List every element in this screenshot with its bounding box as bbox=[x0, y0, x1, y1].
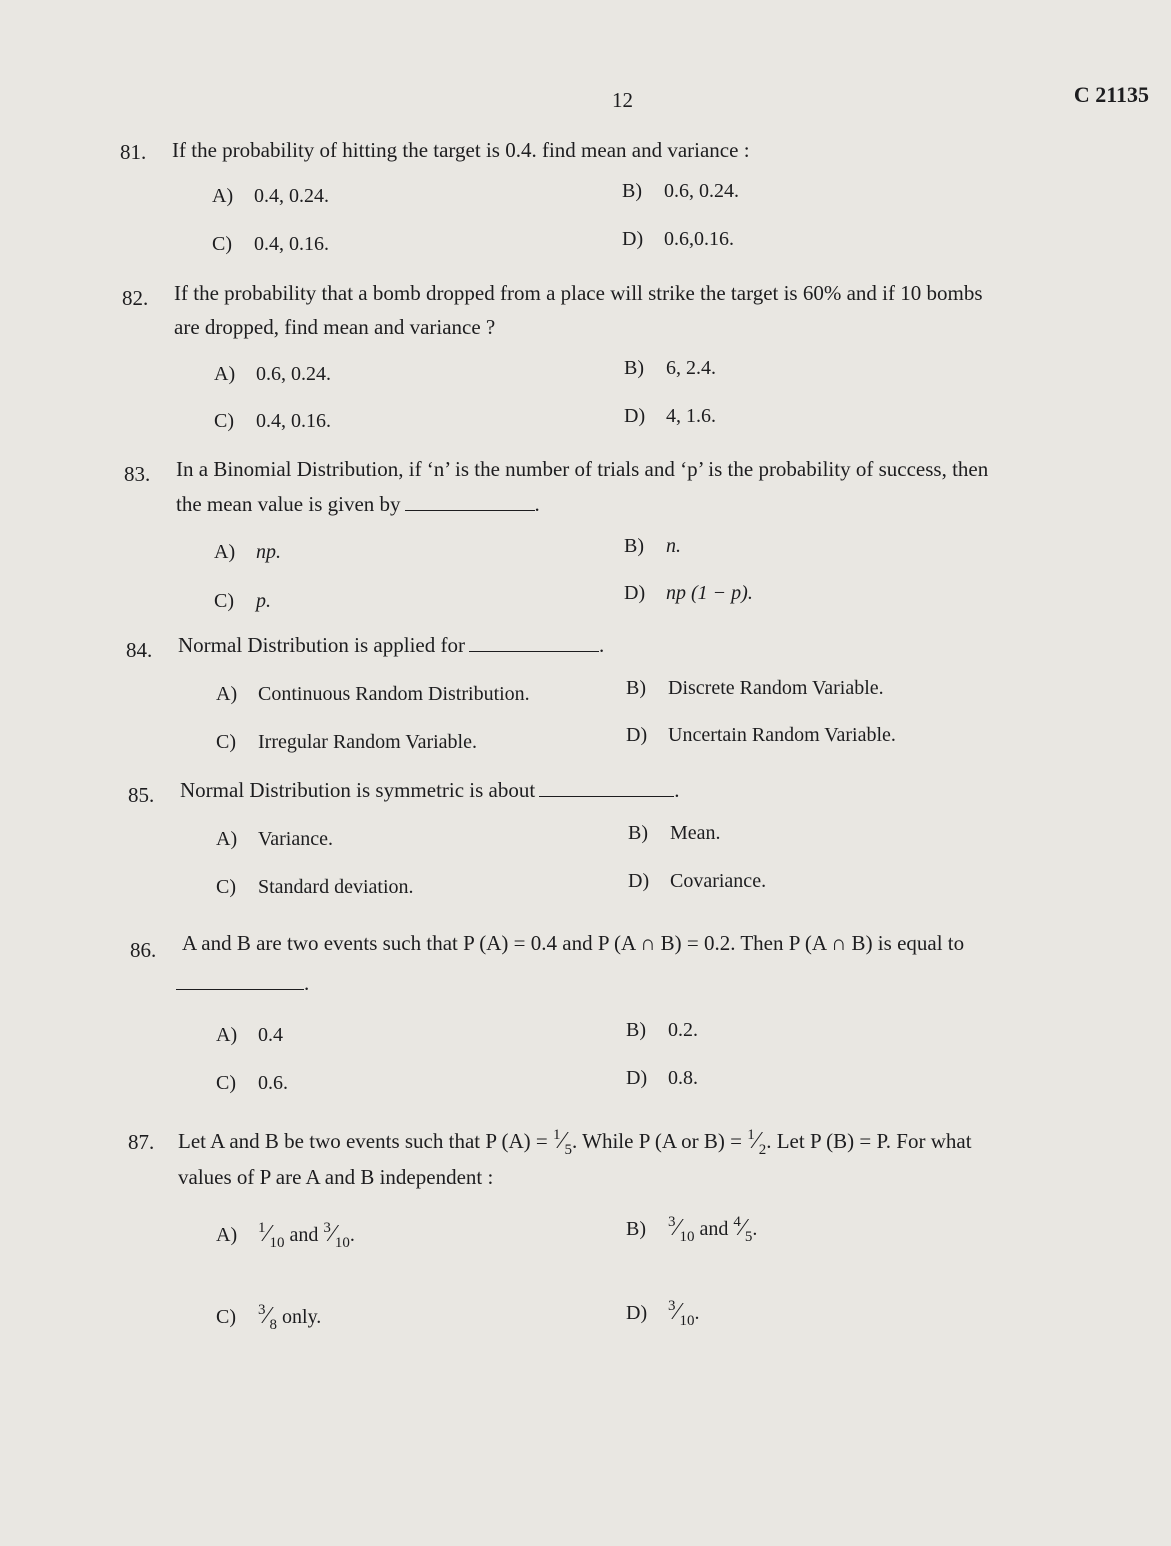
question-text: Normal Distribution is applied for . bbox=[178, 633, 605, 657]
option-b: B) Mean. bbox=[628, 822, 721, 844]
question-number: 84. bbox=[126, 638, 153, 662]
option-d: D) np (1 − p). bbox=[624, 582, 753, 604]
option-b: B) Discrete Random Variable. bbox=[626, 677, 884, 699]
question-text: If the probability of hitting the target is 0.4. find mean and variance : bbox=[172, 138, 750, 162]
option-a: A) 0.4 bbox=[216, 1024, 283, 1046]
option-d: D) 0.6,0.16. bbox=[622, 228, 734, 250]
option-d: D) 4, 1.6. bbox=[624, 405, 716, 427]
option-c: C) p. bbox=[214, 590, 271, 612]
fraction-pa: $^1⁄_5$ bbox=[553, 1127, 573, 1158]
option-c: C) 0.4, 0.16. bbox=[214, 410, 331, 432]
question-number: 82. bbox=[122, 286, 149, 310]
question-number: 85. bbox=[128, 783, 155, 807]
option-d: D) 0.8. bbox=[626, 1067, 698, 1089]
question-number: 86. bbox=[130, 938, 157, 962]
option-c: C) 0.4, 0.16. bbox=[212, 233, 329, 255]
page-number: 12 bbox=[612, 88, 633, 112]
fraction-pab: $^1⁄_2$ bbox=[747, 1127, 767, 1158]
option-c: C) Irregular Random Variable. bbox=[216, 731, 477, 753]
question-number: 81. bbox=[120, 140, 147, 164]
exam-code: C 21135 bbox=[1073, 82, 1149, 107]
option-b: B) 0.2. bbox=[626, 1019, 698, 1041]
option-c: C) 0.6. bbox=[216, 1072, 288, 1094]
option-c: C) Standard deviation. bbox=[216, 876, 414, 898]
question-number: 83. bbox=[124, 462, 151, 486]
option-a: A) np. bbox=[214, 541, 281, 563]
option-b: B) 0.6, 0.24. bbox=[622, 180, 739, 202]
option-d: D) Uncertain Random Variable. bbox=[626, 724, 896, 746]
question-text: A and B are two events such that P (A) = 0.4 and P (A ∩ B) = 0.2. Then P (A ∩ B) is equal to bbox=[182, 931, 965, 955]
option-d: D) $^3⁄_{10}$. bbox=[626, 1298, 700, 1329]
question-text-line2: the mean value is given by . bbox=[176, 492, 540, 516]
option-b: B) $^3⁄_{10}$ and $^4⁄_5$. bbox=[626, 1214, 758, 1245]
option-a: A) Continuous Random Distribution. bbox=[216, 683, 530, 705]
question-text-line2: values of P are A and B independent : bbox=[178, 1165, 494, 1189]
question-text: Normal Distribution is symmetric is about . bbox=[180, 778, 680, 802]
question-text-line2: are dropped, find mean and variance ? bbox=[174, 315, 496, 339]
option-a: A) 0.4, 0.24. bbox=[212, 185, 329, 207]
answer-blank: . bbox=[176, 966, 309, 1000]
question-text-line1: If the probability that a bomb dropped from a place will strike the target is 60% and if 10 bombs bbox=[174, 281, 983, 305]
option-a: A) 0.6, 0.24. bbox=[214, 363, 331, 385]
question-text-line1: Let A and B be two events such that P $(A) = ^1⁄_5$. While P (A or $B) = ^1⁄_2$. Let P (B) = P. For what bbox=[178, 1127, 972, 1158]
option-a: A) $^1⁄_{10}$ and $^3⁄_{10}$. bbox=[216, 1220, 355, 1251]
question-number: 87. bbox=[128, 1130, 155, 1154]
option-b: B) n. bbox=[624, 535, 681, 557]
option-c: C) $^3⁄_8$ only. bbox=[216, 1302, 322, 1333]
option-d: D) Covariance. bbox=[628, 870, 767, 892]
option-a: A) Variance. bbox=[216, 828, 333, 850]
option-b: B) 6, 2.4. bbox=[624, 357, 716, 379]
question-text-line1: In a Binomial Distribution, if ‘n’ is the number of trials and ‘p’ is the probability of success, then bbox=[176, 457, 989, 481]
